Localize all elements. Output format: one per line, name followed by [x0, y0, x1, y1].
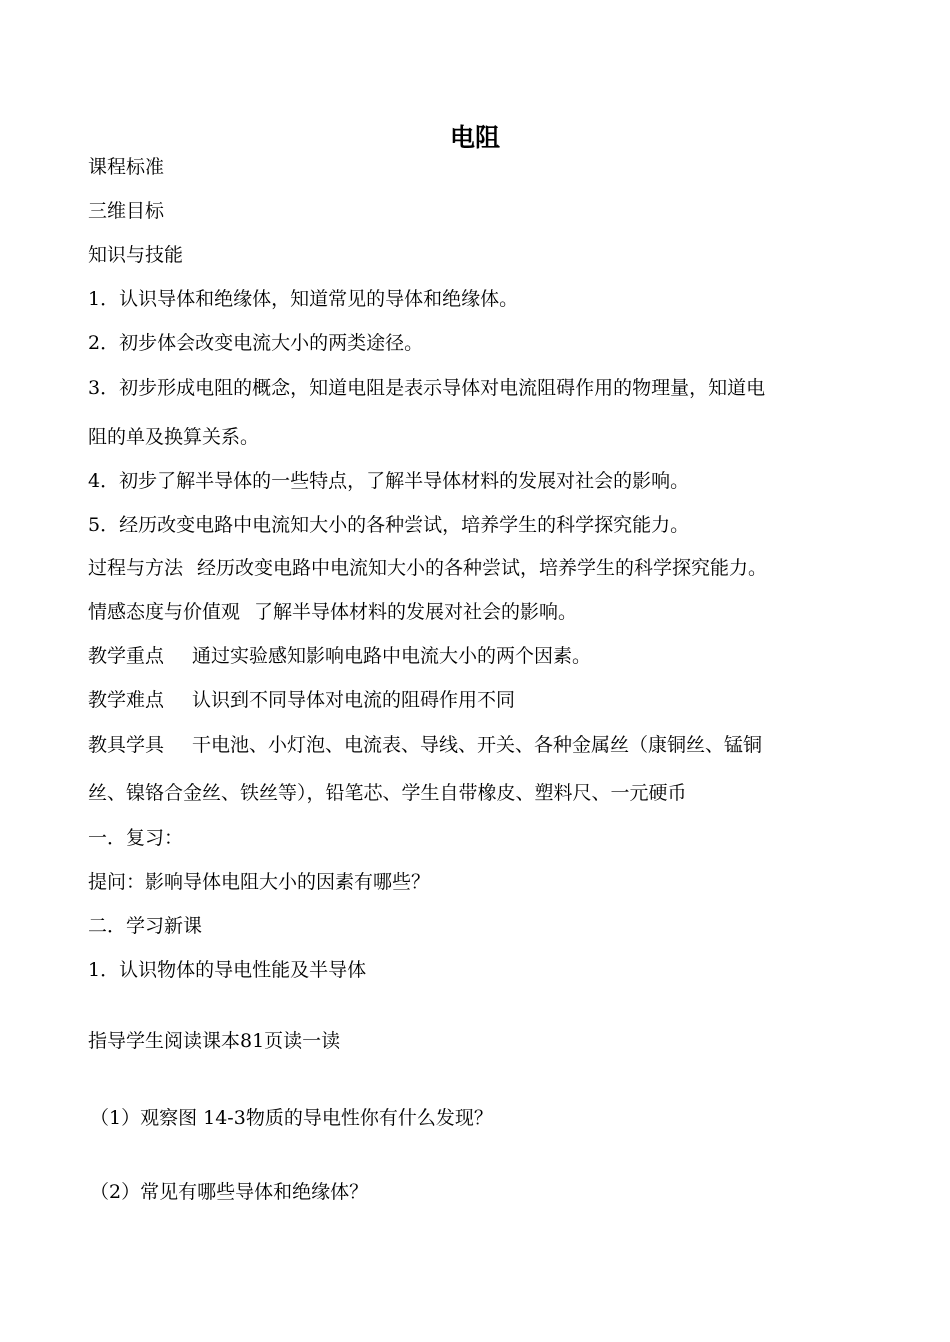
reading-guide: 指导学生阅读课本81页读一读	[88, 1030, 341, 1052]
teaching-key-point-row	[88, 641, 878, 671]
emotion-values-row	[88, 597, 878, 627]
goal-item-2: 2．初步体会改变电流大小的两类途径。	[88, 332, 424, 354]
document-title: 电阻	[449, 123, 500, 152]
new-lesson-heading: 二．学习新课	[88, 915, 203, 937]
question-1: （1）观察图 14-3物质的导电性你有什么发现？	[90, 1107, 493, 1129]
emotion-values-text: 了解半导体材料的发展对社会的影响。	[254, 601, 578, 623]
review-heading: 一．复习：	[88, 827, 184, 849]
knowledge-skills-heading: 知识与技能	[88, 244, 184, 266]
course-standard-heading: 课程标准	[88, 156, 165, 178]
teaching-key-point-label: 教学重点	[88, 645, 165, 667]
emotion-values-label: 情感态度与价值观	[88, 601, 241, 623]
review-question: 提问：影响导体电阻大小的因素有哪些？	[88, 871, 431, 893]
goal-item-3: 3．初步形成电阻的概念，知道电阻是表示导体对电流阻碍作用的物理量，知道电	[88, 377, 766, 399]
teaching-tools-row	[88, 730, 878, 760]
goal-item-3-continued: 阻的单及换算关系。	[88, 426, 260, 448]
goal-item-1: 1．认识导体和绝缘体，知道常见的导体和绝缘体。	[88, 288, 519, 310]
teaching-key-point-text: 通过实验感知影响电路中电流大小的两个因素。	[192, 645, 592, 667]
teaching-difficulty-row	[88, 685, 878, 715]
process-method-row	[88, 553, 878, 583]
goal-item-4: 4．初步了解半导体的一些特点，了解半导体材料的发展对社会的影响。	[88, 470, 690, 492]
teaching-tools-continued: 丝、镍铬合金丝、铁丝等），铅笔芯、学生自带橡皮、塑料尺、一元硬币	[88, 782, 687, 804]
process-method-text: 经历改变电路中电流知大小的各种尝试，培养学生的科学探究能力。	[197, 557, 768, 579]
teaching-difficulty-label: 教学难点	[88, 689, 165, 711]
three-dimensional-goals-heading: 三维目标	[88, 200, 165, 222]
section-1-heading: 1．认识物体的导电性能及半导体	[88, 959, 367, 981]
teaching-difficulty-text: 认识到不同导体对电流的阻碍作用不同	[192, 689, 516, 711]
teaching-tools-text: 干电池、小灯泡、电流表、导线、开关、各种金属丝（康铜丝、锰铜	[192, 734, 763, 756]
teaching-tools-label: 教具学具	[88, 734, 165, 756]
question-2: （2）常见有哪些导体和绝缘体？	[90, 1181, 369, 1203]
goal-item-5: 5．经历改变电路中电流知大小的各种尝试，培养学生的科学探究能力。	[88, 514, 690, 536]
process-method-label: 过程与方法	[88, 557, 184, 579]
